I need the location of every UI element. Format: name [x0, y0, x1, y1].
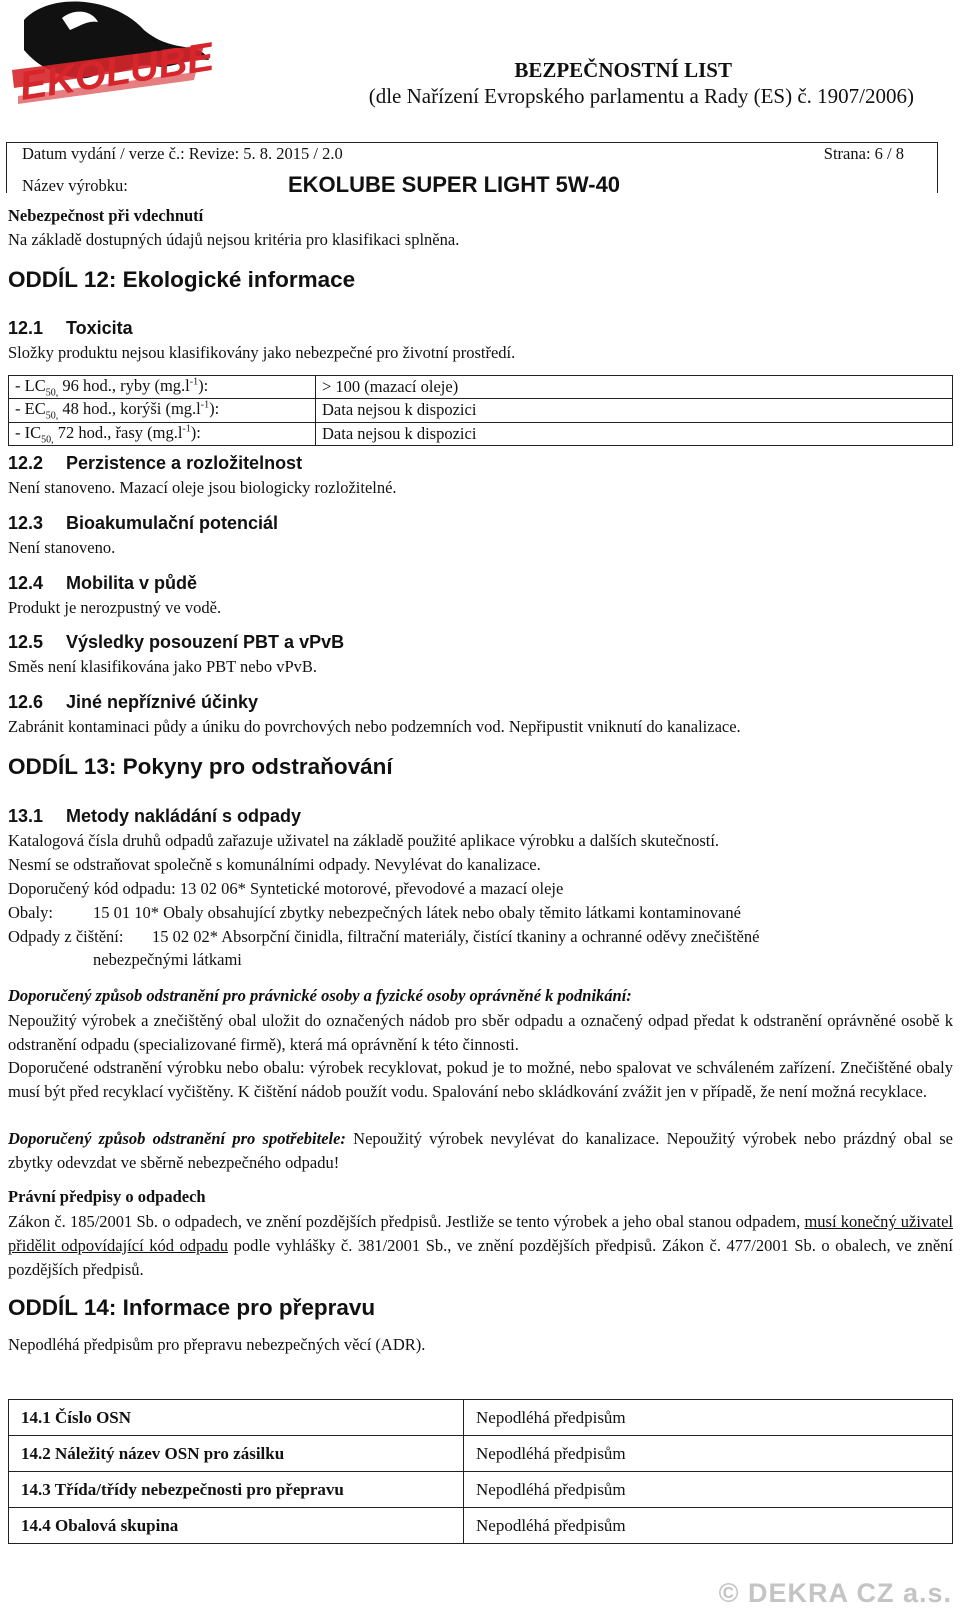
toxicity-value: > 100 (mazací oleje) — [316, 376, 953, 399]
section-12-title: ODDÍL 12: Ekologické informace — [8, 267, 356, 292]
transport-label: 14.2 Náležitý název OSN pro zásilku — [9, 1436, 464, 1472]
toxicity-table — [8, 375, 953, 446]
transport-value: Nepodléhá předpisům — [464, 1472, 953, 1508]
sheet-subtitle: (dle Nařízení Evropského parlamentu a Rady (ES) č. 1907/2006) — [368, 84, 914, 108]
transport-value: Nepodléhá předpisům — [464, 1436, 953, 1472]
packaging-label: Obaly: — [8, 903, 53, 922]
cleaning-waste-text-cont: nebezpečnými látkami — [93, 950, 242, 969]
svg-text:EKOLUBE: EKOLUBE — [16, 34, 214, 109]
subsection-12-4-title: 12.4 Mobilita v půdě — [8, 573, 198, 593]
subsection-12-3-title: 12.3 Bioakumulační potenciál — [8, 513, 279, 533]
legal-entities-text-2: Doporučené odstranění výrobku nebo obalu: výrobek recyklovat, pokud je to možné, nebo spalovat ve schváleném zařízení. Znečištěné obaly musí být před recyklací vyčištěny. K čištění nádob použít vodu. Spalování nebo skládkování zvážit jen v případě, že není možná recyklace. — [8, 1058, 953, 1101]
table-row — [9, 399, 953, 422]
toxicity-value: Data nejsou k dispozici — [316, 399, 953, 422]
eagle-logo-icon — [4, 0, 214, 140]
subsection-12-2-title: 12.2 Perzistence a rozložitelnost — [8, 453, 303, 473]
transport-label: 14.3 Třída/třídy nebezpečnosti pro přepravu — [9, 1472, 464, 1508]
legal-entities-heading: Doporučený způsob odstranění pro právnické osoby a fyzické osoby oprávněné k podnikání: — [8, 986, 632, 1005]
subsection-12-6-title: 12.6 Jiné nepříznivé účinky — [8, 692, 259, 712]
persistence-text: Není stanoveno. Mazací oleje jsou biologicky rozložitelné. — [8, 478, 397, 497]
transport-label: 14.4 Obalová skupina — [9, 1508, 464, 1544]
subsection-13-1-title: 13.1 Metody nakládání s odpady — [8, 806, 302, 826]
product-label: Název výrobku: — [22, 176, 128, 195]
waste-catalog-text: Katalogová čísla druhů odpadů zařazuje uživatel na základě použité aplikace výrobku a dalších skutečností. — [8, 831, 720, 850]
transport-value: Nepodléhá předpisům — [464, 1508, 953, 1544]
dekra-watermark: © DEKRA CZ a.s. — [718, 1578, 952, 1608]
packaging-text: 15 01 10* Obaly obsahující zbytky nebezpečných látek nebo obaly těmito látkami kontaminované — [93, 903, 741, 922]
toxicity-param: - $LC_{50,}$ 96 hod., ryby $(mg.l^{-1})$: — [9, 376, 316, 399]
cleaning-waste-label: Odpady z čištění: — [8, 927, 124, 946]
table-row — [9, 422, 953, 445]
transport-table — [8, 1399, 953, 1544]
issue-date: Datum vydání / verze č.: Revize: 5. 8. 2015 / 2.0 — [22, 144, 343, 163]
section-13-title: ODDÍL 13: Pokyny pro odstraňování — [8, 754, 393, 779]
section-14-title: ODDÍL 14: Informace pro přepravu — [8, 1295, 376, 1320]
toxicity-value: Data nejsou k dispozici — [316, 422, 953, 445]
legal-entities-text-1: Nepoužitý výrobek a znečištěný obal uložit do označených nádob pro sběr odpadu a označený odpad předat k odstranění oprávněné osobě k odstranění odpadu (specializované firmě), která má oprávnění k této činnosti. — [8, 1011, 953, 1054]
toxicity-param: - $EC_{50,}$ 48 hod., korýši $(mg.l^{-1})$: — [9, 399, 316, 422]
transport-intro: Nepodléhá předpisům pro přepravu nebezpečných věcí (ADR). — [8, 1335, 426, 1354]
cleaning-waste-text: 15 02 02* Absorpční činidla, filtrační materiály, čistící tkaniny a ochranné oděvy znečištěné — [152, 927, 760, 946]
waste-code-text: Doporučený kód odpadu: 13 02 06* Syntetické motorové, převodové a mazací oleje — [8, 879, 564, 898]
inhalation-text: Na základě dostupných údajů nejsou kritéria pro klasifikaci splněna. — [8, 230, 460, 249]
toxicity-param: - $IC_{50,}$ 72 hod., řasy $(mg.l^{-1})$: — [9, 422, 316, 445]
sheet-title: BEZPEČNOSTNÍ LIST — [514, 58, 732, 82]
company-logo — [4, 0, 214, 140]
inhalation-heading: Nebezpečnost při vdechnutí — [8, 206, 204, 225]
table-row — [9, 1436, 953, 1472]
transport-label: 14.1 Číslo OSN — [9, 1400, 464, 1436]
table-row — [9, 1400, 953, 1436]
subsection-12-1-title: 12.1 Toxicita — [8, 318, 133, 338]
waste-law-text: Zákon č. 185/2001 Sb. o odpadech, ve znění pozdějších předpisů. Jestliže se tento výrobek a jeho obal stanou odpadem, musí konečný uživatel přidělit odpovídající kód odpadu podle vyhlášky č. 381/2001 Sb., ve znění pozdějších předpisů. Zákon č. 477/2001 Sb. o obalech, ve znění pozdějších předpisů. — [8, 1212, 953, 1279]
product-name: EKOLUBE SUPER LIGHT 5W-40 — [288, 172, 621, 197]
page-number: Strana: 6 / 8 — [823, 144, 904, 163]
table-row — [9, 1508, 953, 1544]
bioaccumulation-text: Není stanoveno. — [8, 538, 116, 557]
table-row — [9, 376, 953, 399]
subsection-12-5-title: 12.5 Výsledky posouzení PBT a vPvB — [8, 632, 345, 652]
consumer-disposal-text: Doporučený způsob odstranění pro spotřebitele: Nepoužitý výrobek nevylévat do kanalizace. Nepoužitý výrobek nebo prázdný obal se zbytky odevzdat ve sběrně nebezpečného odpadu! — [8, 1129, 954, 1172]
mobility-text: Produkt je nerozpustný ve vodě. — [8, 598, 222, 617]
other-effects-text: Zabránit kontaminaci půdy a úniku do povrchových nebo podzemních vod. Nepřipustit vniknutí do kanalizace. — [8, 717, 741, 736]
transport-value: Nepodléhá předpisům — [464, 1400, 953, 1436]
table-row — [9, 1472, 953, 1508]
toxicity-text: Složky produktu nejsou klasifikovány jako nebezpečné pro životní prostředí. — [8, 343, 516, 362]
waste-disposal-text: Nesmí se odstraňovat společně s komunálními odpady. Nevylévat do kanalizace. — [8, 855, 541, 874]
pbt-text: Směs není klasifikována jako PBT nebo vPvB. — [8, 657, 318, 676]
waste-law-heading: Právní předpisy o odpadech — [8, 1187, 206, 1206]
